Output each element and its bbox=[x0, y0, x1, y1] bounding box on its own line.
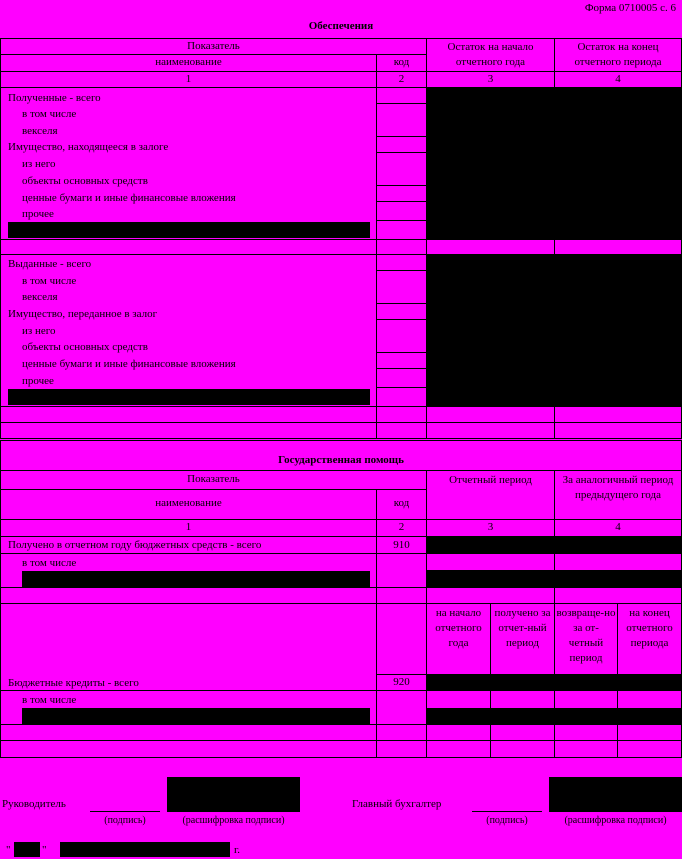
code-cell[interactable] bbox=[376, 603, 427, 675]
code-920: 920 bbox=[393, 676, 410, 688]
form-reference: Форма 0710005 с. 6 bbox=[584, 2, 676, 14]
row-received-total: Полученные - всего bbox=[8, 92, 101, 104]
empty-row bbox=[0, 406, 377, 423]
redacted-row-1 bbox=[8, 222, 370, 238]
value-cell[interactable] bbox=[490, 690, 555, 709]
colnum-2-label: 2 bbox=[398, 73, 405, 85]
redacted-head-name bbox=[167, 777, 300, 812]
value-cell[interactable] bbox=[490, 724, 555, 741]
redacted-values-2 bbox=[426, 254, 682, 406]
code-cell[interactable] bbox=[376, 103, 427, 137]
date-quote-open: " bbox=[6, 844, 11, 856]
colnum-3-label: 3 bbox=[487, 521, 494, 533]
code-cell[interactable] bbox=[376, 368, 427, 388]
empty-row bbox=[0, 740, 377, 758]
value-cell[interactable] bbox=[554, 724, 618, 741]
code-cell[interactable] bbox=[376, 152, 427, 186]
header-code-label: код bbox=[393, 56, 410, 68]
code-cell[interactable] bbox=[376, 87, 427, 104]
value-cell[interactable] bbox=[426, 740, 491, 758]
subheader-returned-label: возвраще-но за от-четный период bbox=[556, 607, 616, 664]
code-910: 910 bbox=[393, 539, 410, 551]
row-budget-credits-label: Бюджетные кредиты - всего bbox=[8, 677, 139, 689]
redacted-day bbox=[14, 842, 40, 857]
row-budget-incl: в том числе bbox=[22, 557, 77, 569]
value-cell[interactable] bbox=[554, 239, 682, 255]
redacted-values-4 bbox=[426, 571, 682, 587]
value-cell[interactable] bbox=[554, 690, 618, 709]
head-decode-caption: (расшифровка подписи) bbox=[182, 815, 285, 826]
header-end-label: Остаток на конец отчетного периода bbox=[574, 41, 662, 68]
code-cell[interactable] bbox=[376, 553, 427, 588]
head-signature-caption: (подпись) bbox=[104, 815, 146, 826]
value-cell[interactable] bbox=[426, 406, 555, 423]
date-quote-close: " bbox=[42, 844, 47, 856]
value-cell[interactable] bbox=[426, 422, 555, 439]
accountant-signature-caption: (подпись) bbox=[486, 815, 528, 826]
header-name-label: наименование bbox=[155, 56, 222, 68]
empty-row bbox=[0, 422, 377, 439]
redacted-accountant-name bbox=[549, 777, 682, 812]
value-cell[interactable] bbox=[554, 422, 682, 439]
row-issued-bills: векселя bbox=[22, 291, 58, 303]
redacted-row-4 bbox=[22, 708, 370, 724]
row-pledged-of-which: из него bbox=[22, 158, 56, 170]
row-pledged-other: прочее bbox=[22, 208, 54, 220]
section-title-securities: Обеспечения bbox=[308, 20, 374, 32]
empty-row bbox=[0, 587, 377, 604]
value-cell[interactable] bbox=[426, 239, 555, 255]
value-cell[interactable] bbox=[617, 724, 682, 741]
row-transferred-other: прочее bbox=[22, 375, 54, 387]
colnum-4-label: 4 bbox=[615, 73, 621, 85]
header-name-label: наименование bbox=[155, 497, 222, 509]
code-cell[interactable] bbox=[376, 220, 427, 240]
colnum-1-label: 1 bbox=[185, 521, 192, 533]
row-pledged-securities: ценные бумаги и иные финансовые вложения bbox=[22, 192, 236, 204]
code-cell[interactable] bbox=[376, 239, 427, 255]
row-transferred-securities: ценные бумаги и иные финансовые вложения bbox=[22, 358, 236, 370]
header-code-label: код bbox=[393, 497, 410, 509]
head-signature-line[interactable] bbox=[90, 811, 160, 812]
colnum-2-label: 2 bbox=[398, 521, 405, 533]
label-accountant: Главный бухгалтер bbox=[352, 798, 442, 810]
redacted-row-2 bbox=[8, 389, 370, 405]
code-cell[interactable] bbox=[376, 185, 427, 202]
value-cell[interactable] bbox=[554, 740, 618, 758]
redacted-row-3 bbox=[22, 571, 370, 587]
code-cell[interactable] bbox=[376, 387, 427, 407]
value-cell[interactable] bbox=[617, 740, 682, 758]
value-cell[interactable] bbox=[554, 553, 682, 571]
header-prev-label: За аналогичный период предыдущего года bbox=[562, 474, 674, 501]
redacted-values-3 bbox=[426, 536, 682, 553]
row-issued-incl: в том числе bbox=[22, 275, 77, 287]
accountant-signature-line[interactable] bbox=[472, 811, 542, 812]
row-issued-total: Выданные - всего bbox=[8, 258, 92, 270]
code-cell[interactable] bbox=[376, 201, 427, 221]
code-cell[interactable] bbox=[376, 724, 427, 741]
code-cell[interactable] bbox=[376, 406, 427, 423]
header-indicator-label: Показатель bbox=[187, 40, 240, 52]
empty-row bbox=[0, 724, 377, 741]
code-cell[interactable] bbox=[376, 303, 427, 320]
label-head: Руководитель bbox=[2, 798, 66, 810]
header-indicator-label: Показатель bbox=[187, 473, 240, 485]
date-year-suffix: г. bbox=[234, 844, 241, 856]
empty-row bbox=[0, 239, 377, 255]
row-transferred-property: Имущество, переданное в залог bbox=[8, 308, 158, 320]
value-cell[interactable] bbox=[554, 406, 682, 423]
value-cell[interactable] bbox=[426, 553, 555, 571]
header-period-label: Отчетный период bbox=[449, 474, 532, 486]
code-cell[interactable] bbox=[376, 690, 427, 725]
colnum-1-label: 1 bbox=[185, 73, 192, 85]
subheader-received-label: получено за отчет-ный период bbox=[494, 607, 551, 649]
row-pledged-property: Имущество, находящееся в залоге bbox=[8, 141, 169, 153]
value-cell[interactable] bbox=[617, 690, 682, 709]
row-budget-received-label: Получено в отчетном году бюджетных средств - всего bbox=[8, 539, 262, 551]
code-cell[interactable] bbox=[376, 254, 427, 271]
redacted-month-year bbox=[60, 842, 230, 857]
value-cell[interactable] bbox=[426, 587, 555, 604]
header-start-label: Остаток на начало отчетного года bbox=[447, 41, 534, 68]
colnum-4-label: 4 bbox=[615, 521, 621, 533]
redacted-values-5 bbox=[426, 674, 682, 691]
redacted-values-6 bbox=[426, 708, 682, 724]
accountant-decode-caption: (расшифровка подписи) bbox=[564, 815, 667, 826]
code-cell[interactable] bbox=[376, 270, 427, 304]
code-cell[interactable] bbox=[376, 587, 427, 604]
code-cell[interactable] bbox=[376, 352, 427, 369]
code-cell[interactable] bbox=[376, 740, 427, 758]
redacted-values-1 bbox=[426, 87, 682, 239]
code-cell[interactable] bbox=[376, 136, 427, 153]
subheader-end-label: на конец отчетного периода bbox=[626, 607, 673, 649]
row-received-bills: векселя bbox=[22, 125, 58, 137]
value-cell[interactable] bbox=[554, 587, 682, 604]
colnum-3-label: 3 bbox=[487, 73, 494, 85]
row-credits-incl: в том числе bbox=[22, 694, 77, 706]
section-title-state-aid: Государственная помощь bbox=[278, 454, 404, 466]
value-cell[interactable] bbox=[490, 740, 555, 758]
row-transferred-fixed-assets: объекты основных средств bbox=[22, 341, 148, 353]
value-cell[interactable] bbox=[426, 724, 491, 741]
subheader-start-label: на начало отчетного года bbox=[435, 607, 482, 649]
row-received-incl: в том числе bbox=[22, 108, 77, 120]
row-transferred-of-which: из него bbox=[22, 325, 56, 337]
value-cell[interactable] bbox=[426, 690, 491, 709]
row-pledged-fixed-assets: объекты основных средств bbox=[22, 175, 148, 187]
code-cell[interactable] bbox=[376, 422, 427, 439]
code-cell[interactable] bbox=[376, 319, 427, 353]
